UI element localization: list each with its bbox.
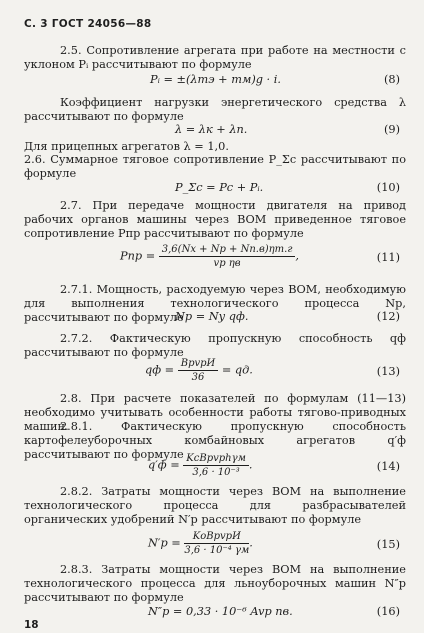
equation-9: λ = λк + λп. (9) <box>175 123 400 136</box>
paragraph-2-7: 2.7. При передаче мощности двигателя на привод рабочих органов машины через ВОМ приведенное тяговое сопротивление Pпр рассчитывают по формуле <box>24 199 406 241</box>
equation-12: Nр = Nу qф. (12) <box>175 310 400 323</box>
paragraph-2-8: 2.8. При расчете показателей по формулам (11—13) необходимо учитывать особенности работы тягово-приводных машин. <box>24 392 406 434</box>
page-number: 18 <box>24 619 39 631</box>
paragraph-2-5-lambda: Коэффициент нагрузки энергетического средства λ рассчитывают по формуле <box>24 96 406 124</box>
equation-11: Pпр = $\frac{3,6(Nх + Nр + Nп.в)\eta т.г}{\text{vр ηв}}$ , (11) <box>120 244 400 269</box>
page-header: С. 3 ГОСТ 24056—88 <box>24 18 152 30</box>
equation-16: N″р = 0,33 · 10⁻⁶ Avр nв. (16) <box>148 605 400 618</box>
equation-14: q′ф = $\frac{\text{KсBрvрhγм}}{\text{3,6 · 10⁻³}}$ . (14) <box>148 453 400 478</box>
equation-15: N′р = $\frac{\text{KоBрvрИ}}{\text{3,6 · 10⁻⁴ γм}}$ . (15) <box>148 531 400 556</box>
paragraph-2-8-2: 2.8.2. Затраты мощности через ВОМ на выполнение технологического процесса для разбрасывателей органических удобрений N′р рассчитывают по формуле <box>24 485 406 527</box>
equation-10: P_Σc = Pc + Pᵢ. (10) <box>175 181 400 194</box>
equation-8: Pᵢ = ±(λmэ + mм)g · i. (8) <box>150 73 400 86</box>
equation-13: qф = $\frac{\text{BрvрИ}}{36}$ = qд. (13) <box>145 358 400 383</box>
paragraph-2-8-3: 2.8.3. Затраты мощности через ВОМ на выполнение технологического процесса для льноуборочных машин N″р рассчитывают по формуле <box>24 563 406 605</box>
paragraph-2-8-1: 2.8.1. Фактическую пропускную способность картофелеуборочных комбайновых агрегатов q′ф рассчитывают по формуле <box>24 420 406 462</box>
paragraph-2-6: 2.6. Суммарное тяговое сопротивление P_Σc рассчитывают по формуле <box>24 153 406 181</box>
paragraph-2-7-2: 2.7.2. Фактическую пропускную способность qф рассчитывают по формуле <box>24 332 406 360</box>
paragraph-trailed: Для прицепных агрегатов λ = 1,0. <box>24 140 229 153</box>
paragraph-2-5: 2.5. Сопротивление агрегата при работе на местности с уклоном Pᵢ рассчитывают по формуле <box>24 44 406 72</box>
paragraph-2-7-1: 2.7.1. Мощность, расходуемую через ВОМ, необходимую для выполнения технологического процесса Nр, рассчитывают по формуле <box>24 283 406 325</box>
